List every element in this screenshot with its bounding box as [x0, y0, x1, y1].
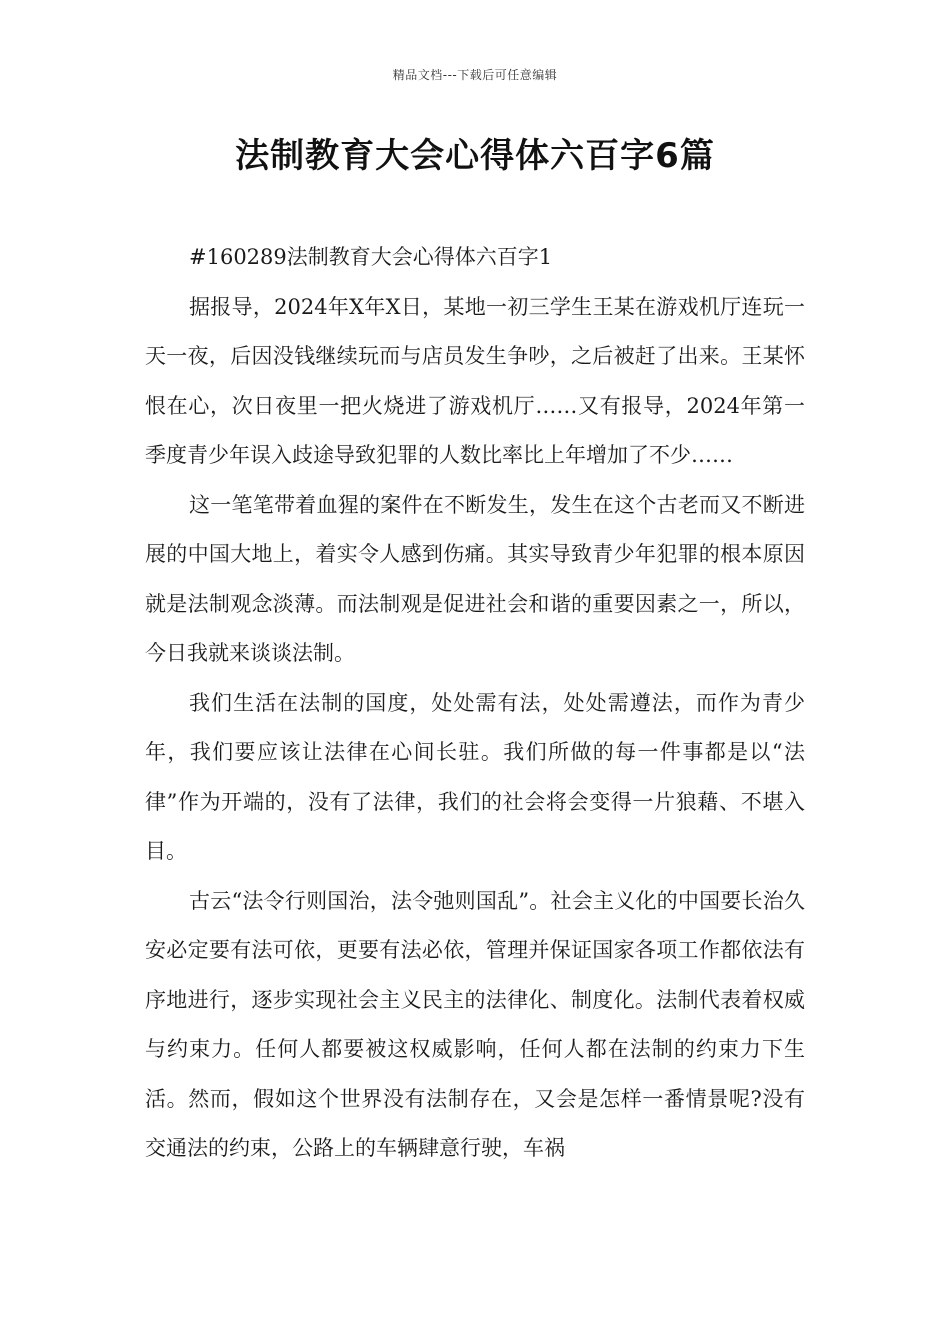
- document-body: [145, 233, 805, 1174]
- paragraph-cause: 这一笔笔带着血猩的案件在不断发生，发生在这个古老而又不断进展的中国大地上，着实令人感到伤痛。其实导致青少年犯罪的根本原因就是法制观念淡薄。而法制观是促进社会和谐的重要因素之一，所以，今日我就来谈谈法制。: [145, 492, 805, 665]
- document-title: 法制教育大会心得体六百字6篇: [235, 136, 715, 176]
- paragraph-section-heading: #160289法制教育大会心得体六百字1: [189, 245, 553, 269]
- paragraph-news-report: 据报导，2024年X年X日，某地一初三学生王某在游戏机厅连玩一天一夜，后因没钱继续玩而与店员发生争吵，之后被赶了出来。王某怀恨在心，次日夜里一把火烧进了游戏机厅……又有报导，2024年第一季度青少年误入歧途导致犯罪的人数比率比上年增加了不少……: [145, 294, 805, 467]
- paragraph-ancient-saying: 古云“法令行则国治，法令弛则国乱”。社会主义化的中国要长治久安必定要有法可依，更要有法必依，管理并保证国家各项工作都依法有序地进行，逐步实现社会主义民主的法律化、制度化。法制代表着权威与约束力。任何人都要被这权威影响，任何人都在法制的约束力下生活。然而，假如这个世界没有法制存在，又会是怎样一番情景呢?没有交通法的约束，公路上的车辆肆意行驶，车祸: [145, 888, 805, 1160]
- paragraph-living-under-law: 我们生活在法制的国度，处处需有法，处处需遵法，而作为青少年，我们要应该让法律在心间长驻。我们所做的每一件事都是以“法律”作为开端的，没有了法律，我们的社会将会变得一片狼藉、不堪入目。: [145, 690, 805, 863]
- page-header: 精品文档---下载后可任意编辑: [392, 68, 558, 82]
